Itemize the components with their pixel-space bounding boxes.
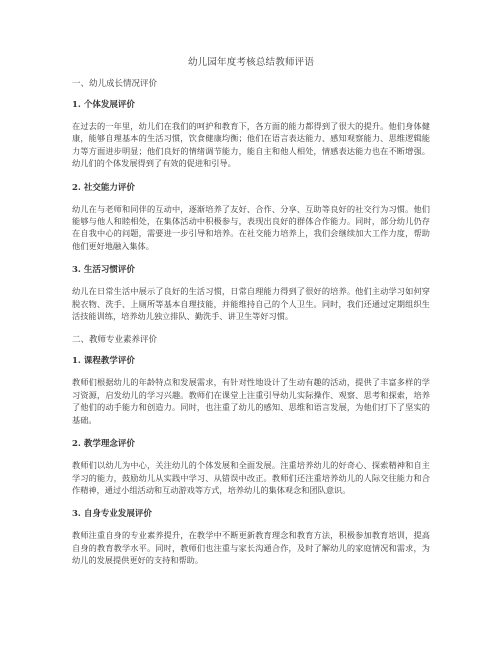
subsection-heading: 3. 生活习惯评价 <box>72 265 135 276</box>
subsection-individual-development <box>72 99 430 170</box>
paragraph: 教师们以幼儿为中心，关注幼儿的个体发展和全面发展。注重培养幼儿的好奇心、探索精神和自主学习的能力，鼓励幼儿从实践中学习、从错误中改正。教师们还注重培养幼儿的人际交往能力和合作精神，通过小组活动和互动游戏等方式，培养幼儿的集体观念和团队意识。 <box>72 460 430 495</box>
subsection-professional-development <box>72 508 430 566</box>
subsection-living-habits <box>72 264 430 322</box>
section-child-growth <box>72 78 430 322</box>
document-title: 幼儿园年度考核总结教师评语 <box>187 57 315 68</box>
section-heading: 二、教师专业素养评价 <box>72 335 158 346</box>
paragraph: 幼儿在与老师和同伴的互动中，逐渐培养了友好、合作、分享、互助等良好的社交行为习惯。他们能够与他人和睦相处，在集体活动中积极参与，表现出良好的群体合作能力。同时，部分幼儿仍存在自我中心的问题，需要进一步引导和培养。在社交能力培养上，我们会继续加大工作力度，帮助他们更好地融入集体。 <box>72 203 430 251</box>
section-heading: 一、幼儿成长情况评价 <box>72 79 158 89</box>
paragraph: 教师注重自身的专业素养提升，在教学中不断更新教育理念和教育方法，积极参加教育培训，提高自身的教育教学水平。同时，教师们也注重与家长沟通合作，及时了解幼儿的家庭情况和需求，为幼儿的发展提供更好的支持和帮助。 <box>72 530 430 566</box>
subsection-heading: 1. 个体发展评价 <box>72 100 135 110</box>
paragraph: 在过去的一年里，幼儿们在我们的呵护和教育下，各方面的能力都得到了很大的提升。他们身体健康，能够自理基本的生活习惯，饮食健康均衡；他们在语言表达能力、感知观察能力、思维逻辑能力等方面进步明显；他们良好的情绪调节能力，能自主和他人相处，情感表达能力也在不断增强。幼儿们的个体发展得到了有效的促进和引导。 <box>72 121 430 169</box>
subsection-heading: 3. 自身专业发展评价 <box>72 509 152 520</box>
subsection-heading: 2. 教学理念评价 <box>72 439 135 450</box>
subsection-heading: 1. 课程教学评价 <box>72 356 135 367</box>
subsection-social-skills <box>72 182 430 253</box>
section-teacher-quality <box>72 334 430 566</box>
subsection-teaching-philosophy <box>72 438 430 496</box>
paragraph: 教师们根据幼儿的年龄特点和发展需求，有针对性地设计了生动有趣的活动，提供了丰富多样的学习资源，启发幼儿的学习兴趣。教师们在课堂上注重引导幼儿实际操作、观察、思考和探索，培养了他们的动手能力和创造力。同时，也注重了幼儿的感知、思维和语言发展，为他们打下了坚实的基础。 <box>72 377 430 425</box>
paragraph: 幼儿在日常生活中展示了良好的生活习惯，日常自理能力得到了很好的培养。他们主动学习如何穿脱衣物、洗手、上厕所等基本自理技能，并能维持自己的个人卫生。同时，我们还通过定期组织生活技能训练，培养幼儿独立排队、勤洗手、讲卫生等好习惯。 <box>72 286 430 322</box>
subsection-curriculum-teaching <box>72 355 430 426</box>
subsection-heading: 2. 社交能力评价 <box>72 182 135 193</box>
